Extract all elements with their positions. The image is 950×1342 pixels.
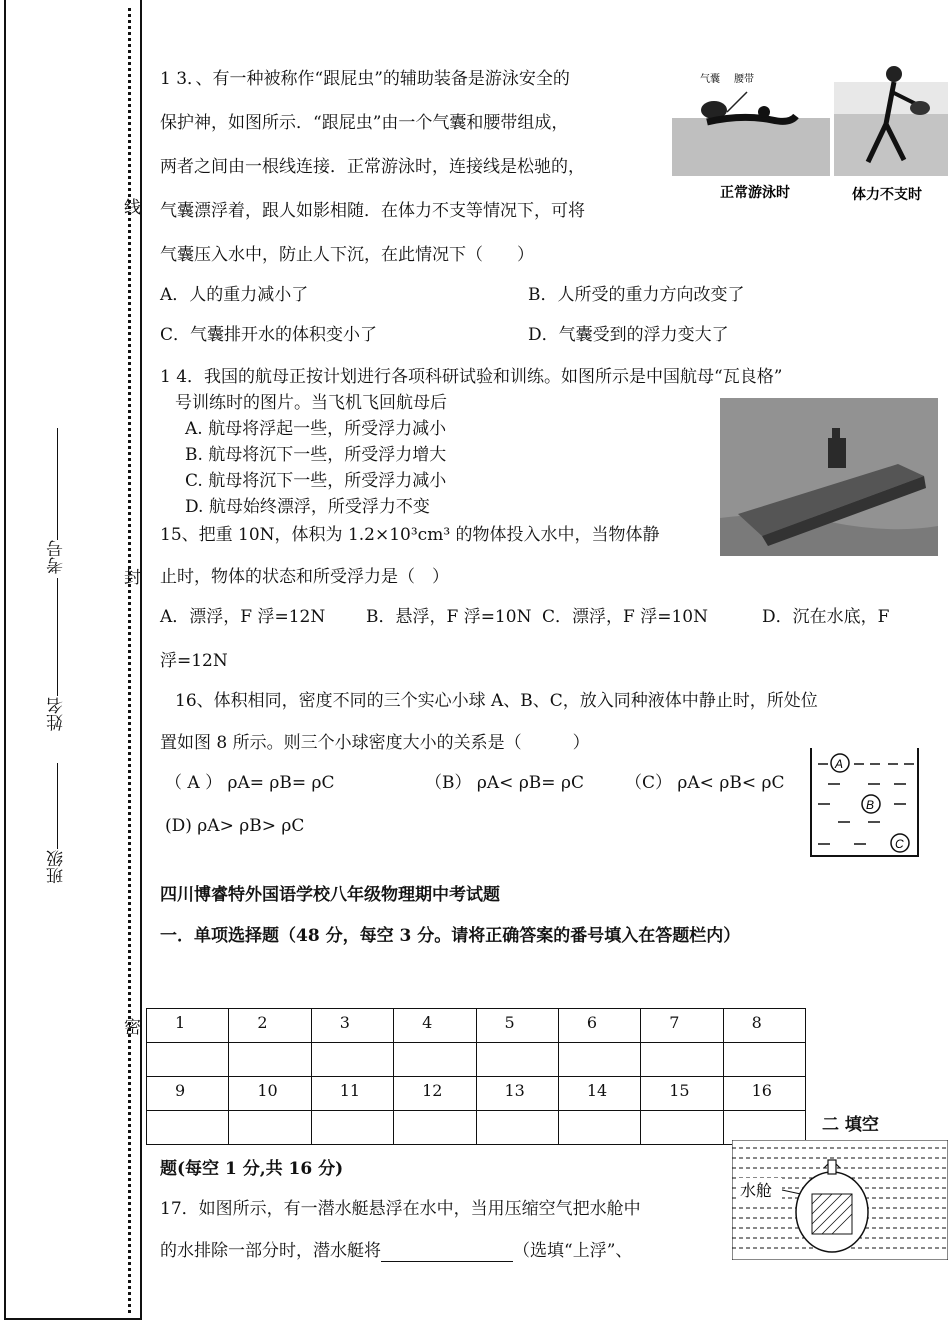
answer-cell[interactable] [147, 1043, 229, 1077]
aircraft-carrier-photo [720, 398, 938, 556]
answer-cell[interactable] [476, 1043, 558, 1077]
q13-option-c: C．气囊排开水的体积变小了 [160, 325, 378, 345]
ball-b-label: B [866, 798, 875, 812]
q13-line5: 气囊压入水中，防止人下沉，在此情况下（ ） [160, 245, 534, 265]
water-tank-label: 水舱 [740, 1183, 773, 1200]
q13-line4: 气囊漂浮着，跟人如影相随．在体力不支等情况下，可将 [160, 201, 585, 221]
q14-option-d: D. 航母始终漂浮，所受浮力不变 [185, 497, 430, 517]
q17-line2 [160, 1240, 632, 1262]
answer-number: 15 [641, 1077, 723, 1111]
q16-option-b: （B） ρA< ρB= ρC [425, 773, 584, 793]
answer-table [146, 1008, 806, 1145]
answer-number: 6 [558, 1009, 640, 1043]
q15-option-d-cont: 浮=12N [160, 651, 228, 671]
q15-option-a: A．漂浮，F 浮=12N [160, 607, 326, 627]
answer-cell[interactable] [147, 1111, 229, 1145]
exam-title: 四川博睿特外国语学校八年级物理期中考试题 [160, 885, 500, 905]
q16-option-a: （ A ） ρA= ρB= ρC [165, 773, 335, 793]
section2-heading-part1: 二 填空 [822, 1115, 879, 1135]
q16-option-c: （C） ρA< ρB< ρC [625, 773, 785, 793]
q13-option-d: D．气囊受到的浮力变大了 [528, 325, 729, 345]
name-field[interactable] [44, 697, 67, 737]
ball-c-label: C [895, 837, 904, 851]
answer-number: 5 [476, 1009, 558, 1043]
q13-option-a: A．人的重力减小了 [160, 285, 309, 305]
q15-option-b: B．悬浮，F 浮=10N [366, 607, 532, 627]
q14-option-b: B. 航母将沉下一些，所受浮力增大 [185, 445, 447, 465]
answer-number: 4 [394, 1009, 476, 1043]
answer-number: 1 [147, 1009, 229, 1043]
answer-cell[interactable] [723, 1043, 805, 1077]
fig-caption-tired: 体力不支时 [852, 186, 922, 202]
answer-cell[interactable] [311, 1043, 393, 1077]
name-underline [57, 578, 58, 696]
name-label: 姓名 [47, 697, 67, 731]
answer-number: 13 [476, 1077, 558, 1111]
water-left [672, 118, 830, 176]
q16-line2: 置如图 8 所示。则三个小球密度大小的关系是（ ） [160, 733, 590, 753]
q17-line1: 17．如图所示，有一潜水艇悬浮在水中，当用压缩空气把水舱中 [160, 1199, 641, 1219]
answer-cell[interactable] [394, 1111, 476, 1145]
answer-cell[interactable] [558, 1043, 640, 1077]
answer-cell[interactable] [641, 1111, 723, 1145]
answer-cell[interactable] [558, 1111, 640, 1145]
seal-char-secret: 密 [120, 1018, 140, 1035]
carrier-island [828, 438, 846, 468]
answer-number: 3 [311, 1009, 393, 1043]
answer-table-row-blanks-1 [147, 1043, 806, 1077]
q15-line1: 15、把重 10N，体积为 1.2×10³cm³ 的物体投入水中，当物体静 [160, 525, 660, 545]
answer-number: 8 [723, 1009, 805, 1043]
q17-line2-suffix: （选填“上浮”、 [513, 1241, 633, 1261]
exam-no-underline [57, 428, 58, 540]
q16-balls-figure [808, 746, 920, 858]
q14-option-a: A. 航母将浮起一些，所受浮力减小 [185, 419, 447, 439]
q13-option-b: B．人所受的重力方向改变了 [528, 285, 745, 305]
answer-table-row-blanks-2 [147, 1111, 806, 1145]
seal-char-line: 线 [120, 198, 140, 215]
q14-line1: 1 4．我国的航母正按计划进行各项科研试验和训练。如图所示是中国航母“瓦良格” [160, 367, 783, 387]
exam-no-label: 考号 [47, 540, 67, 574]
answer-number: 2 [229, 1009, 311, 1043]
fig-label-bag: 气囊 [700, 74, 720, 85]
section1-heading: 一．单项选择题（48 分，每空 3 分。请将正确答案的番号填入在答题栏内） [160, 926, 741, 946]
answer-cell[interactable] [641, 1043, 723, 1077]
seal-char-seal: 封 [120, 568, 140, 585]
answer-cell[interactable] [229, 1111, 311, 1145]
answer-number: 14 [558, 1077, 640, 1111]
fig-label-belt: 腰带 [734, 74, 754, 85]
q15-option-d: D．沉在水底，F [762, 607, 890, 627]
fig-caption-normal: 正常游泳时 [720, 184, 790, 200]
q17-line2-prefix: 的水排除一部分时，潜水艇将 [160, 1241, 381, 1261]
answer-number: 12 [394, 1077, 476, 1111]
section2-heading-part2: 题(每空 1 分,共 16 分) [160, 1159, 344, 1179]
answer-cell[interactable] [394, 1043, 476, 1077]
q15-option-c: C．漂浮，F 浮=10N [542, 607, 708, 627]
class-field[interactable] [44, 850, 67, 890]
answer-number: 11 [311, 1077, 393, 1111]
q13-line3: 两者之间由一根线连接．正常游泳时，连接线是松驰的， [160, 157, 585, 177]
answer-number: 9 [147, 1077, 229, 1111]
class-underline [57, 763, 58, 849]
class-label: 班级 [47, 850, 67, 884]
answer-table-row-numbers-2 [147, 1077, 806, 1111]
q13-swimmer-figure [672, 62, 948, 208]
q14-line2: 号训练时的图片。当飞机飞回航母后 [175, 393, 447, 413]
q16-line1: 16、体积相同，密度不同的三个实心小球 A、B、C，放入同种液体中静止时，所处位 [175, 691, 818, 711]
q15-line2: 止时，物体的状态和所受浮力是（ ） [160, 567, 449, 587]
submarine-figure [732, 1140, 948, 1260]
periscope-icon [828, 1160, 836, 1174]
ball-a-label: A [835, 757, 844, 771]
q17-answer-blank[interactable] [381, 1245, 513, 1262]
exam-no-field[interactable] [44, 540, 67, 580]
answer-table-row-numbers-1 [147, 1009, 806, 1043]
answer-cell[interactable] [311, 1111, 393, 1145]
answer-cell[interactable] [476, 1111, 558, 1145]
q16-option-d: (D) ρA> ρB> ρC [165, 816, 305, 836]
answer-number: 7 [641, 1009, 723, 1043]
answer-number: 16 [723, 1077, 805, 1111]
answer-number: 10 [229, 1077, 311, 1111]
answer-cell[interactable] [229, 1043, 311, 1077]
q13-line1: 1 3．、有一种被称作“跟屁虫”的辅助装备是游泳安全的 [160, 69, 570, 89]
q14-option-c: C. 航母将沉下一些，所受浮力减小 [185, 471, 447, 491]
q13-line2: 保护神，如图所示．“跟屁虫”由一个气囊和腰带组成， [160, 113, 569, 133]
